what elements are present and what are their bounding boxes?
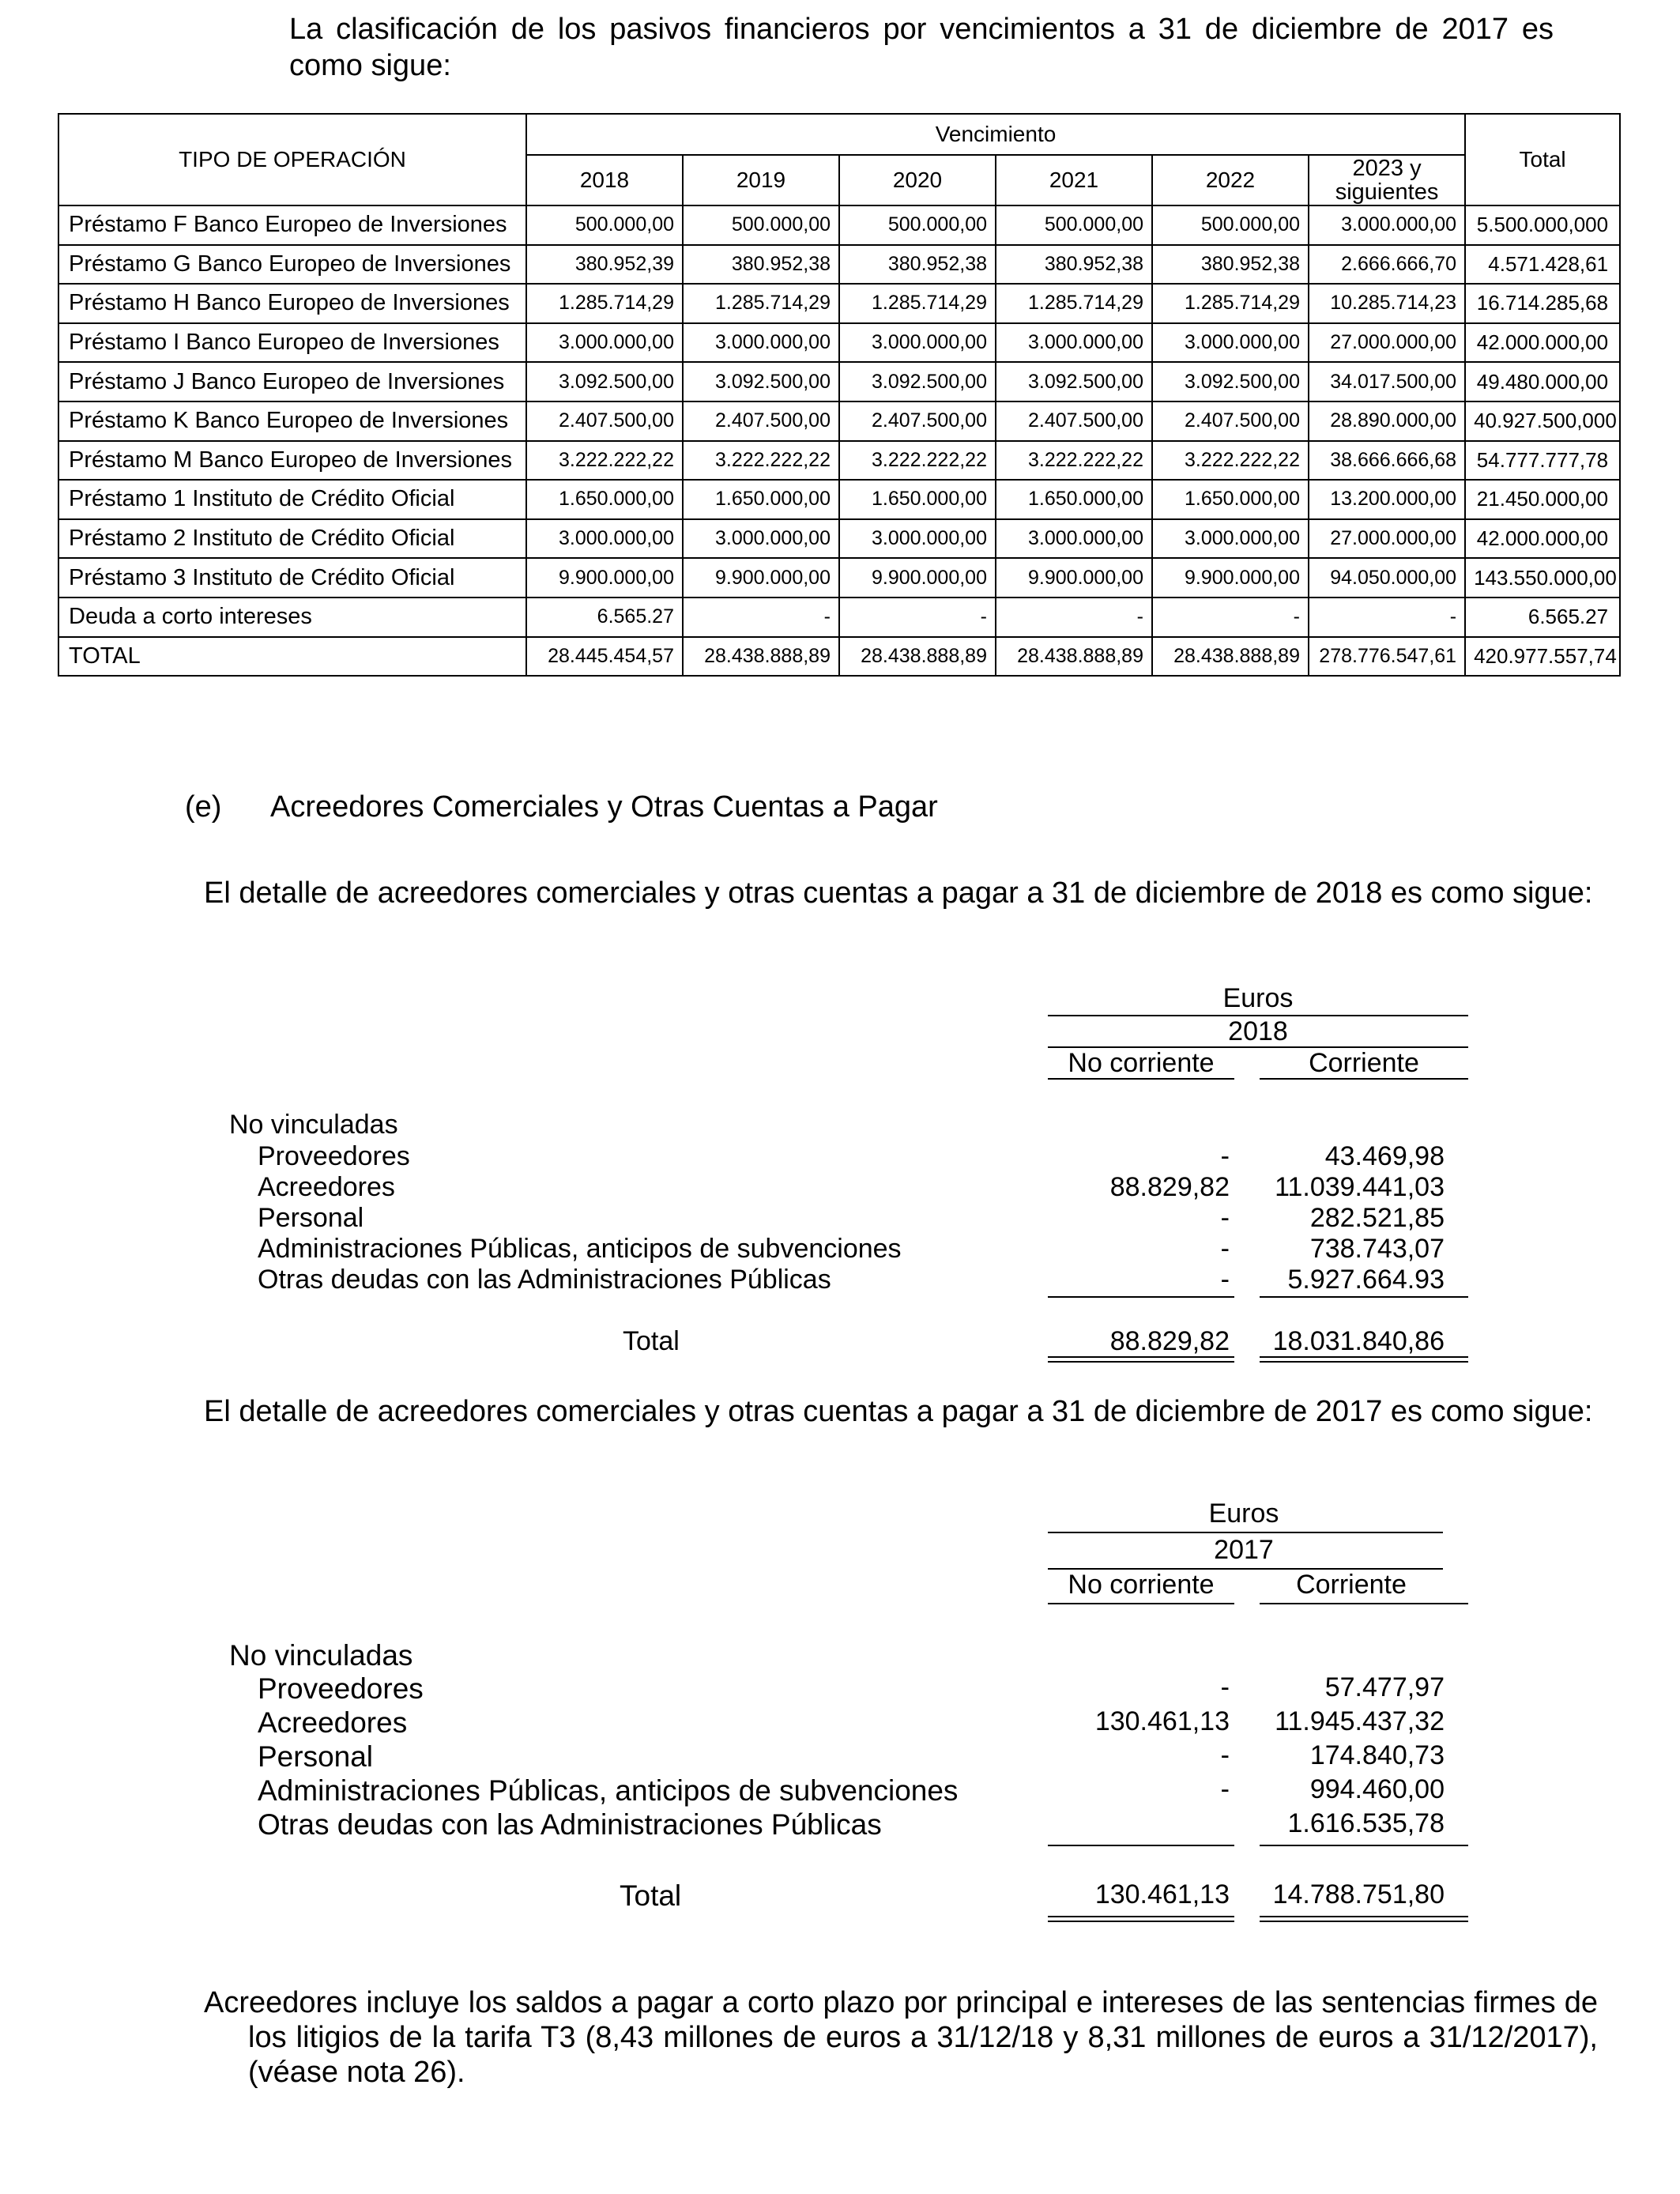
row-name: Préstamo F Banco Europeo de Inversiones (58, 205, 526, 245)
group-label-2017: No vinculadas (229, 1639, 413, 1672)
row-value-cell: 500.000,00 (839, 205, 996, 245)
creditor-row-label: Personal (258, 1740, 374, 1773)
year-header: 2019 (683, 155, 839, 205)
double-rule (1048, 1916, 1234, 1922)
row-value-cell: 2.407.500,00 (1152, 401, 1309, 441)
row-total-cell: 42.000.000,00 (1465, 323, 1620, 363)
row-value-cell: 3.092.500,00 (683, 362, 839, 401)
row-value-cell: 3.222.222,22 (683, 441, 839, 481)
row-total-cell: 16.714.285,68 (1465, 284, 1620, 323)
total-non-current-2018: 88.829,82 (1109, 1326, 1230, 1356)
row-value-cell: 2.407.500,00 (839, 401, 996, 441)
row-value-cell: - (683, 598, 839, 637)
creditor-row-label: Otras deudas con las Administraciones Públicas (258, 1808, 882, 1841)
row-value-cell: 3.000.000,00 (839, 323, 996, 363)
creditor-row-current: 174.840,73 (1309, 1740, 1445, 1770)
maturity-row (58, 205, 1620, 245)
row-value-cell: 1.285.714,29 (1152, 284, 1309, 323)
row-total-cell: 49.480.000,00 (1465, 362, 1620, 401)
row-value-cell: - (1152, 598, 1309, 637)
row-value-cell: 34.017.500,00 (1309, 362, 1465, 401)
intro-paragraph-2017: La clasificación de los pasivos financieros por vencimientos a 31 de diciembre de 2017 es como sigue: (289, 13, 1554, 82)
row-value-cell: 500.000,00 (1152, 205, 1309, 245)
row-value-cell: 9.900.000,00 (683, 558, 839, 598)
current-header-2018: Corriente (1309, 1048, 1419, 1078)
creditor-row-non-current: 130.461,13 (1094, 1706, 1230, 1736)
row-value-cell: 3.000.000,00 (996, 323, 1152, 363)
row-value-cell: 380.952,38 (996, 245, 1152, 285)
row-value-cell: 9.900.000,00 (1152, 558, 1309, 598)
type-header: TIPO DE OPERACIÓN (58, 114, 526, 205)
row-value-cell: 3.092.500,00 (1152, 362, 1309, 401)
row-value-cell: 3.092.500,00 (526, 362, 683, 401)
row-value-cell: 3.222.222,22 (839, 441, 996, 481)
maturity-row (58, 480, 1620, 519)
row-value-cell: 28.438.888,89 (996, 637, 1152, 677)
creditor-row-current: 11.039.441,03 (1275, 1172, 1445, 1202)
row-value-cell: 3.000.000,00 (1152, 519, 1309, 559)
creditor-row-current: 738.743,07 (1309, 1234, 1445, 1264)
rule (1260, 1845, 1468, 1846)
rule (1048, 1603, 1234, 1604)
row-value-cell: 380.952,39 (526, 245, 683, 285)
row-name: TOTAL (58, 637, 526, 677)
non-current-header-2018: No corriente (1068, 1048, 1215, 1078)
maturity-row (58, 245, 1620, 285)
row-value-cell: 2.666.666,70 (1309, 245, 1465, 285)
maturity-row (58, 598, 1620, 637)
creditor-row-current: 994.460,00 (1309, 1774, 1445, 1804)
maturity-row (58, 362, 1620, 401)
creditor-row-label: Otras deudas con las Administraciones Públicas (258, 1265, 831, 1295)
year-header-last (1309, 155, 1465, 205)
row-value-cell: 2.407.500,00 (683, 401, 839, 441)
row-value-cell: - (839, 598, 996, 637)
row-value-cell: 27.000.000,00 (1309, 519, 1465, 559)
row-value-cell: 9.900.000,00 (839, 558, 996, 598)
creditor-row-non-current: - (1220, 1234, 1230, 1264)
row-total-cell: 54.777.777,78 (1465, 441, 1620, 481)
creditor-row-non-current: 88.829,82 (1109, 1172, 1230, 1202)
section-e-title: Acreedores Comerciales y Otras Cuentas a Pagar (270, 790, 938, 824)
row-value-cell: 3.222.222,22 (996, 441, 1152, 481)
maturity-row (58, 441, 1620, 481)
creditor-row-current: 43.469,98 (1324, 1141, 1445, 1171)
total-label-2018: Total (623, 1326, 680, 1356)
row-value-cell: 500.000,00 (683, 205, 839, 245)
creditor-row-label: Proveedores (258, 1141, 410, 1171)
maturity-row (58, 637, 1620, 677)
row-total-cell: 6.565.27 (1465, 598, 1620, 637)
row-name: Préstamo J Banco Europeo de Inversiones (58, 362, 526, 401)
row-value-cell: 28.445.454,57 (526, 637, 683, 677)
row-value-cell: 1.285.714,29 (683, 284, 839, 323)
row-name: Préstamo 2 Instituto de Crédito Oficial (58, 519, 526, 559)
row-name: Préstamo 1 Instituto de Crédito Oficial (58, 480, 526, 519)
row-value-cell: 3.222.222,22 (1152, 441, 1309, 481)
row-value-cell: - (1309, 598, 1465, 637)
total-current-2017: 14.788.751,80 (1272, 1879, 1445, 1909)
row-value-cell: 1.285.714,29 (526, 284, 683, 323)
double-rule (1260, 1916, 1468, 1922)
row-value-cell: 380.952,38 (839, 245, 996, 285)
rule (1048, 1845, 1234, 1846)
row-value-cell: 94.050.000,00 (1309, 558, 1465, 598)
row-value-cell: 3.000.000,00 (1309, 205, 1465, 245)
total-header: Total (1465, 114, 1620, 205)
row-name: Préstamo K Banco Europeo de Inversiones (58, 401, 526, 441)
row-value-cell: 1.650.000,00 (839, 480, 996, 519)
currency-header-2018: Euros (1222, 983, 1294, 1013)
row-value-cell: 3.000.000,00 (526, 519, 683, 559)
row-value-cell: - (996, 598, 1152, 637)
creditor-row-label: Acreedores (258, 1706, 408, 1739)
rule (1048, 1296, 1234, 1298)
maturity-group-header: Vencimiento (526, 114, 1465, 155)
row-name: Préstamo 3 Instituto de Crédito Oficial (58, 558, 526, 598)
row-total-cell: 143.550.000,00 (1465, 558, 1620, 598)
row-name: Préstamo I Banco Europeo de Inversiones (58, 323, 526, 363)
row-value-cell: 380.952,38 (683, 245, 839, 285)
rule (1260, 1078, 1468, 1080)
rule (1260, 1296, 1468, 1298)
row-value-cell: 9.900.000,00 (526, 558, 683, 598)
year-header: 2022 (1152, 155, 1309, 205)
row-value-cell: 3.000.000,00 (683, 323, 839, 363)
creditor-row-non-current: - (1220, 1265, 1230, 1295)
maturity-row (58, 284, 1620, 323)
row-value-cell: 380.952,38 (1152, 245, 1309, 285)
creditor-row-non-current: - (1220, 1141, 1230, 1171)
row-value-cell: 38.666.666,68 (1309, 441, 1465, 481)
row-value-cell: 10.285.714,23 (1309, 284, 1465, 323)
currency-header-2017: Euros (1208, 1498, 1279, 1529)
creditor-row-label: Administraciones Públicas, anticipos de subvenciones (258, 1774, 959, 1807)
row-total-cell: 40.927.500,000 (1465, 401, 1620, 441)
creditor-row-label: Acreedores (258, 1172, 395, 1202)
maturity-row (58, 519, 1620, 559)
row-value-cell: 3.222.222,22 (526, 441, 683, 481)
row-value-cell: 13.200.000,00 (1309, 480, 1465, 519)
row-value-cell: 28.438.888,89 (1152, 637, 1309, 677)
total-label-2017: Total (620, 1879, 682, 1912)
creditor-row-label: Administraciones Públicas, anticipos de subvenciones (258, 1234, 902, 1264)
creditor-row-non-current: - (1220, 1203, 1230, 1233)
creditor-row-non-current: - (1220, 1672, 1230, 1702)
detail-paragraph-2017: El detalle de acreedores comerciales y otras cuentas a pagar a 31 de diciembre de 2017 es como sigue: (204, 1395, 1593, 1428)
current-header-2017: Corriente (1296, 1570, 1407, 1600)
row-value-cell: 28.438.888,89 (839, 637, 996, 677)
row-value-cell: 1.285.714,29 (839, 284, 996, 323)
row-value-cell: 28.890.000,00 (1309, 401, 1465, 441)
year-header: 2018 (526, 155, 683, 205)
row-name: Deuda a corto intereses (58, 598, 526, 637)
maturity-table-body (58, 205, 1620, 676)
row-value-cell: 1.285.714,29 (996, 284, 1152, 323)
year-header-last-line2: siguientes (1335, 179, 1439, 205)
total-current-2018: 18.031.840,86 (1272, 1326, 1445, 1356)
row-value-cell: 9.900.000,00 (996, 558, 1152, 598)
group-label-2018: No vinculadas (229, 1110, 398, 1140)
creditor-row-label: Personal (258, 1203, 364, 1233)
row-value-cell: 1.650.000,00 (1152, 480, 1309, 519)
row-name: Préstamo G Banco Europeo de Inversiones (58, 245, 526, 285)
section-e-marker: (e) (185, 790, 222, 824)
row-total-cell: 42.000.000,00 (1465, 519, 1620, 559)
row-value-cell: 3.000.000,00 (683, 519, 839, 559)
creditor-row-non-current: - (1220, 1774, 1230, 1804)
row-name: Préstamo H Banco Europeo de Inversiones (58, 284, 526, 323)
rule (1260, 1603, 1468, 1604)
row-value-cell: 3.000.000,00 (996, 519, 1152, 559)
row-value-cell: 3.000.000,00 (1152, 323, 1309, 363)
row-value-cell: 27.000.000,00 (1309, 323, 1465, 363)
row-value-cell: 278.776.547,61 (1309, 637, 1465, 677)
creditor-row-current: 57.477,97 (1324, 1672, 1445, 1702)
year-header-2018: 2018 (1228, 1016, 1288, 1046)
creditor-row-current: 1.616.535,78 (1287, 1808, 1445, 1838)
row-total-cell: 4.571.428,61 (1465, 245, 1620, 285)
rule (1048, 1078, 1234, 1080)
non-current-header-2017: No corriente (1068, 1570, 1215, 1600)
row-total-cell: 21.450.000,00 (1465, 480, 1620, 519)
row-value-cell: 3.000.000,00 (526, 323, 683, 363)
detail-paragraph-2018: El detalle de acreedores comerciales y otras cuentas a pagar a 31 de diciembre de 2018 es como sigue: (204, 876, 1593, 910)
year-header: 2020 (839, 155, 996, 205)
row-value-cell: 3.092.500,00 (996, 362, 1152, 401)
creditor-row-current: 282.521,85 (1309, 1203, 1445, 1233)
maturity-row (58, 401, 1620, 441)
row-value-cell: 500.000,00 (996, 205, 1152, 245)
row-value-cell: 3.092.500,00 (839, 362, 996, 401)
year-header: 2021 (996, 155, 1152, 205)
row-value-cell: 1.650.000,00 (996, 480, 1152, 519)
row-total-cell: 5.500.000,000 (1465, 205, 1620, 245)
creditor-row-current: 11.945.437,32 (1275, 1706, 1445, 1736)
total-non-current-2017: 130.461,13 (1094, 1879, 1230, 1909)
row-value-cell: 28.438.888,89 (683, 637, 839, 677)
creditor-row-current: 5.927.664.93 (1287, 1265, 1445, 1295)
row-name: Préstamo M Banco Europeo de Inversiones (58, 441, 526, 481)
year-header-2017: 2017 (1214, 1535, 1274, 1565)
row-value-cell: 1.650.000,00 (526, 480, 683, 519)
row-value-cell: 2.407.500,00 (996, 401, 1152, 441)
year-header-last-line1: 2023 y (1352, 156, 1422, 181)
double-rule (1048, 1356, 1234, 1363)
maturity-table (58, 113, 1621, 677)
creditor-row-non-current: - (1220, 1740, 1230, 1770)
maturity-row (58, 558, 1620, 598)
creditor-row-label: Proveedores (258, 1672, 424, 1705)
maturity-row (58, 323, 1620, 363)
double-rule (1260, 1356, 1468, 1363)
row-value-cell: 2.407.500,00 (526, 401, 683, 441)
row-total-cell: 420.977.557,74 (1465, 637, 1620, 677)
footnote-paragraph: Acreedores incluye los saldos a pagar a corto plazo por principal e intereses de las sentencias firmes de los litigios de la tarifa T3 (8,43 millones de euros a 31/12/18 y 8,31 millones de euros a 31/12/2017), (véase nota 26). (204, 1986, 1598, 2089)
row-value-cell: 6.565.27 (526, 598, 683, 637)
row-value-cell: 1.650.000,00 (683, 480, 839, 519)
rule (1048, 1532, 1443, 1533)
row-value-cell: 3.000.000,00 (839, 519, 996, 559)
row-value-cell: 500.000,00 (526, 205, 683, 245)
